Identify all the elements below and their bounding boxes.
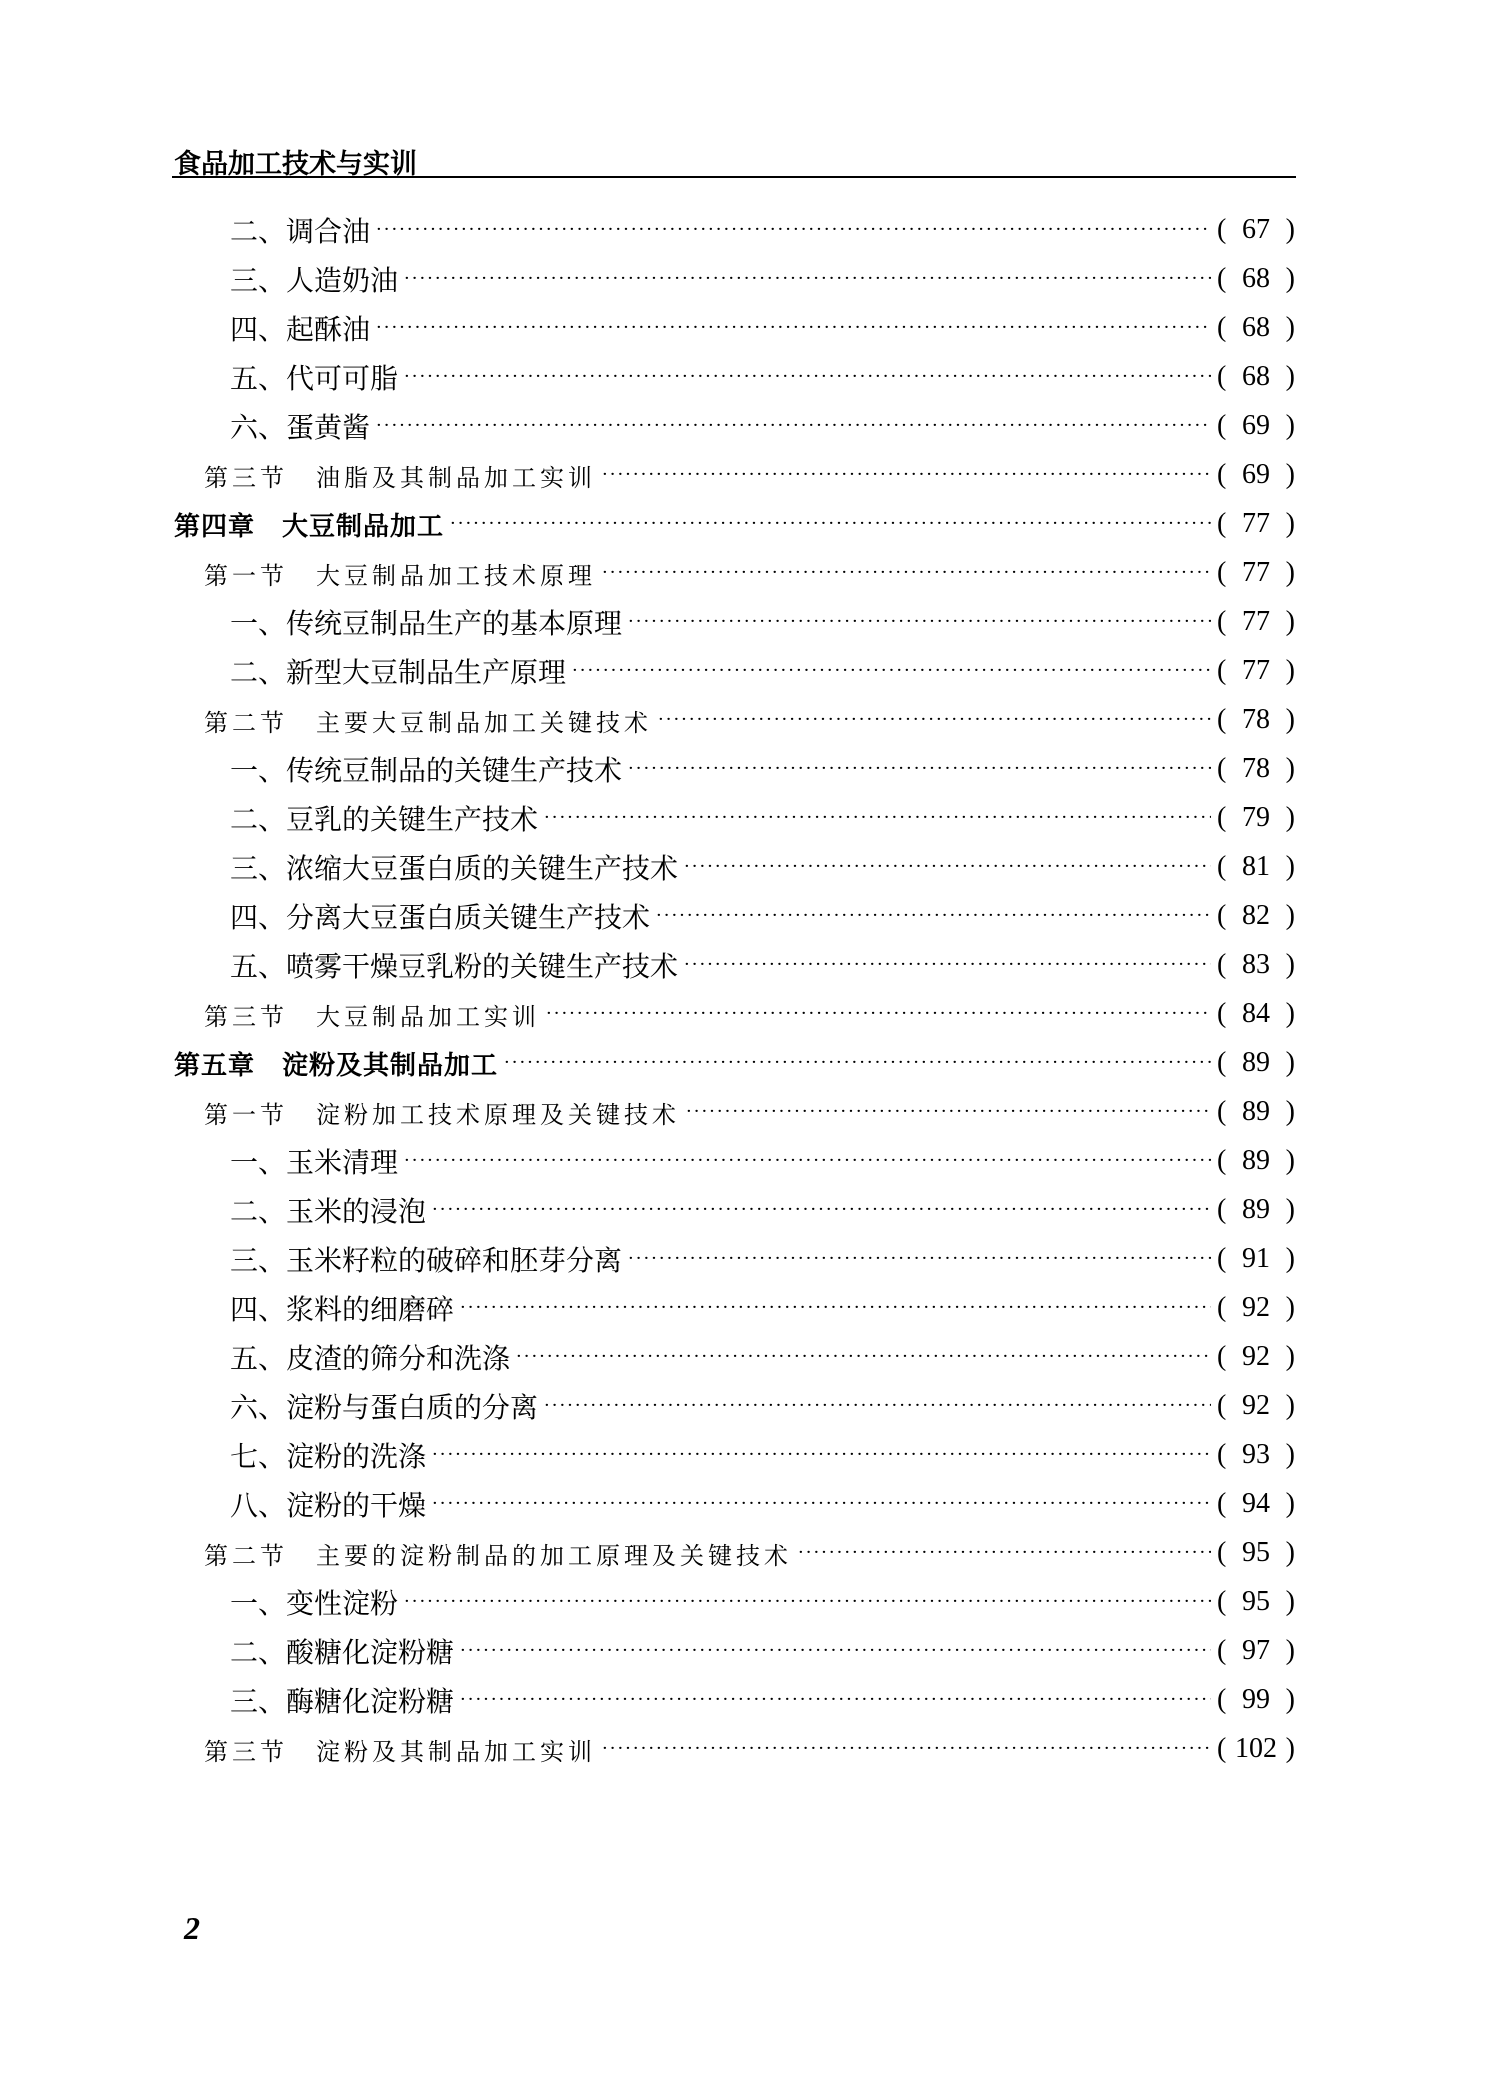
toc-entry-page: ( 89 ) <box>1217 1194 1295 1225</box>
dot-leader <box>504 1043 1211 1083</box>
toc-entry-item <box>0 798 1504 838</box>
toc-entry-label: 二、调合油 <box>230 215 371 248</box>
toc-entry-item <box>0 749 1504 789</box>
toc-entry-label: 第五章 淀粉及其制品加工 <box>174 1050 499 1081</box>
dot-leader <box>544 798 1211 838</box>
toc-entry-page: ( 81 ) <box>1217 851 1295 882</box>
toc-entry-page: ( 68 ) <box>1217 263 1295 294</box>
toc-entry-page: ( 89 ) <box>1217 1096 1295 1127</box>
toc-entry-item <box>0 1680 1504 1720</box>
toc-entry-page: ( 92 ) <box>1217 1390 1295 1421</box>
toc-entry-page-number: 91 <box>1242 1243 1270 1274</box>
toc-entry-page: ( 84 ) <box>1217 998 1295 1029</box>
toc-entry-page: ( 95 ) <box>1217 1586 1295 1617</box>
dot-leader <box>628 602 1211 642</box>
toc-entry-page: ( 78 ) <box>1217 753 1295 784</box>
toc-entry-page: ( 99 ) <box>1217 1684 1295 1715</box>
dot-leader <box>432 1190 1211 1230</box>
toc-entry-item <box>0 945 1504 985</box>
toc-entry-page-number: 77 <box>1242 655 1270 686</box>
toc-entry-item <box>0 1190 1504 1230</box>
toc-entry-page-number: 67 <box>1242 214 1270 245</box>
toc-entry-page-number: 68 <box>1242 312 1270 343</box>
dot-leader <box>628 1239 1211 1279</box>
toc-entry-page: ( 89 ) <box>1217 1047 1295 1078</box>
toc-entry-page-number: 102 <box>1235 1733 1277 1764</box>
toc-entry-page: ( 68 ) <box>1217 312 1295 343</box>
toc-entry-label: 五、代可可脂 <box>230 362 399 395</box>
toc-entry-item <box>0 1386 1504 1426</box>
toc-entry-item <box>0 406 1504 446</box>
running-header-title: 食品加工技术与实训 <box>174 149 417 180</box>
toc-entry-item <box>0 896 1504 936</box>
toc-entry-label: 一、变性淀粉 <box>230 1587 399 1620</box>
toc-entry-page-number: 89 <box>1242 1096 1270 1127</box>
toc-entry-label: 二、酸糖化淀粉糖 <box>230 1636 455 1669</box>
toc-entry-chapter <box>0 1043 1504 1083</box>
toc-entry-item <box>0 1582 1504 1622</box>
dot-leader <box>516 1337 1211 1377</box>
toc-entry-page-number: 78 <box>1242 753 1270 784</box>
dot-leader <box>460 1288 1211 1328</box>
toc-entry-page: ( 102 ) <box>1217 1733 1295 1764</box>
toc-entry-item <box>0 1337 1504 1377</box>
toc-entry-item <box>0 1631 1504 1671</box>
dot-leader <box>544 1386 1211 1426</box>
toc-entry-page: ( 77 ) <box>1217 606 1295 637</box>
dot-leader <box>376 210 1211 250</box>
toc-entry-page-number: 89 <box>1242 1145 1270 1176</box>
dot-leader <box>432 1435 1211 1475</box>
toc-entry-label: 第二节 主要大豆制品加工关键技术 <box>204 708 652 737</box>
toc-entry-label: 三、酶糖化淀粉糖 <box>230 1685 455 1718</box>
toc-entry-page-number: 78 <box>1242 704 1270 735</box>
toc-entry-page: ( 93 ) <box>1217 1439 1295 1470</box>
toc-entry-page: ( 67 ) <box>1217 214 1295 245</box>
toc-entry-label: 一、玉米清理 <box>230 1146 399 1179</box>
toc-entry-page: ( 69 ) <box>1217 410 1295 441</box>
dot-leader <box>450 504 1211 544</box>
toc-entry-page-number: 68 <box>1242 263 1270 294</box>
toc-entry-page-number: 81 <box>1242 851 1270 882</box>
toc-entry-page: ( 68 ) <box>1217 361 1295 392</box>
header-rule <box>172 176 1296 178</box>
toc-entry-label: 第三节 淀粉及其制品加工实训 <box>204 1737 596 1766</box>
toc-entry-page-number: 99 <box>1242 1684 1270 1715</box>
toc-entry-label: 第二节 主要的淀粉制品的加工原理及关键技术 <box>204 1541 792 1570</box>
toc-entry-item <box>0 1435 1504 1475</box>
toc-entry-section <box>0 1092 1504 1132</box>
dot-leader <box>602 1729 1211 1769</box>
toc-entry-label: 四、起酥油 <box>230 313 371 346</box>
toc-entry-page: ( 77 ) <box>1217 557 1295 588</box>
toc-entry-section <box>0 994 1504 1034</box>
dot-leader <box>628 749 1211 789</box>
toc-entry-label: 八、淀粉的干燥 <box>230 1489 427 1522</box>
dot-leader <box>656 896 1211 936</box>
toc-entry-page: ( 94 ) <box>1217 1488 1295 1519</box>
toc-entry-page-number: 92 <box>1242 1292 1270 1323</box>
toc-entry-page-number: 89 <box>1242 1194 1270 1225</box>
dot-leader <box>376 406 1211 446</box>
toc-entry-page-number: 94 <box>1242 1488 1270 1519</box>
toc-entry-label: 五、喷雾干燥豆乳粉的关键生产技术 <box>230 950 679 983</box>
toc-entry-page-number: 82 <box>1242 900 1270 931</box>
toc-entry-label: 四、分离大豆蛋白质关键生产技术 <box>230 901 651 934</box>
toc-entry-item <box>0 210 1504 250</box>
toc-entry-section <box>0 455 1504 495</box>
toc-entry-page: ( 92 ) <box>1217 1292 1295 1323</box>
dot-leader <box>460 1631 1211 1671</box>
toc-entry-label: 三、人造奶油 <box>230 264 399 297</box>
toc-entry-section <box>0 553 1504 593</box>
toc-entry-label: 四、浆料的细磨碎 <box>230 1293 455 1326</box>
dot-leader <box>404 1141 1211 1181</box>
toc-entry-label: 第四章 大豆制品加工 <box>174 511 445 542</box>
page-number: 2 <box>184 1910 200 1946</box>
toc-entry-label: 三、浓缩大豆蛋白质的关键生产技术 <box>230 852 679 885</box>
dot-leader <box>404 259 1211 299</box>
toc-entry-label: 二、豆乳的关键生产技术 <box>230 803 539 836</box>
dot-leader <box>602 553 1211 593</box>
toc-entry-item <box>0 1239 1504 1279</box>
toc-entry-page: ( 69 ) <box>1217 459 1295 490</box>
toc-entry-item <box>0 847 1504 887</box>
dot-leader <box>686 1092 1211 1132</box>
toc-entry-page-number: 89 <box>1242 1047 1270 1078</box>
dot-leader <box>546 994 1211 1034</box>
toc-entry-section <box>0 700 1504 740</box>
toc-entry-section <box>0 1729 1504 1769</box>
dot-leader <box>658 700 1211 740</box>
toc-entry-item <box>0 259 1504 299</box>
toc-entry-page-number: 83 <box>1242 949 1270 980</box>
toc-entry-label: 七、淀粉的洗涤 <box>230 1440 427 1473</box>
toc-entry-item <box>0 308 1504 348</box>
toc-entry-page: ( 91 ) <box>1217 1243 1295 1274</box>
toc-entry-page-number: 79 <box>1242 802 1270 833</box>
toc-entry-label: 六、蛋黄酱 <box>230 411 371 444</box>
toc-entry-page-number: 77 <box>1242 557 1270 588</box>
toc-entry-page-number: 92 <box>1242 1390 1270 1421</box>
dot-leader <box>404 1582 1211 1622</box>
toc-entry-item <box>0 651 1504 691</box>
toc-entry-label: 五、皮渣的筛分和洗涤 <box>230 1342 511 1375</box>
dot-leader <box>602 455 1211 495</box>
toc-entry-page-number: 95 <box>1242 1537 1270 1568</box>
toc-entry-page-number: 69 <box>1242 459 1270 490</box>
toc-entry-page-number: 93 <box>1242 1439 1270 1470</box>
toc-entry-page: ( 82 ) <box>1217 900 1295 931</box>
dot-leader <box>432 1484 1211 1524</box>
toc-entry-page-number: 77 <box>1242 508 1270 539</box>
toc-entry-chapter <box>0 504 1504 544</box>
toc-entry-section <box>0 1533 1504 1573</box>
toc-entry-page: ( 78 ) <box>1217 704 1295 735</box>
toc-entry-item <box>0 1484 1504 1524</box>
toc-entry-label: 第一节 淀粉加工技术原理及关键技术 <box>204 1100 680 1129</box>
toc-entry-page-number: 92 <box>1242 1341 1270 1372</box>
dot-leader <box>460 1680 1211 1720</box>
toc-entry-page: ( 77 ) <box>1217 508 1295 539</box>
toc-entry-item <box>0 602 1504 642</box>
toc-entry-page-number: 77 <box>1242 606 1270 637</box>
toc-entry-page: ( 92 ) <box>1217 1341 1295 1372</box>
toc-entry-label: 第三节 油脂及其制品加工实训 <box>204 463 596 492</box>
toc-entry-label: 一、传统豆制品的关键生产技术 <box>230 754 623 787</box>
toc-entry-item <box>0 1288 1504 1328</box>
toc-entry-label: 六、淀粉与蛋白质的分离 <box>230 1391 539 1424</box>
toc-entry-page: ( 79 ) <box>1217 802 1295 833</box>
toc-entry-page-number: 68 <box>1242 361 1270 392</box>
toc-entry-page-number: 69 <box>1242 410 1270 441</box>
dot-leader <box>376 308 1211 348</box>
dot-leader <box>404 357 1211 397</box>
toc-entry-page-number: 97 <box>1242 1635 1270 1666</box>
toc-entry-page: ( 89 ) <box>1217 1145 1295 1176</box>
toc-entry-page: ( 97 ) <box>1217 1635 1295 1666</box>
toc-entry-page-number: 84 <box>1242 998 1270 1029</box>
dot-leader <box>684 945 1211 985</box>
toc-entry-page: ( 83 ) <box>1217 949 1295 980</box>
toc-entry-page: ( 77 ) <box>1217 655 1295 686</box>
toc-entry-label: 二、新型大豆制品生产原理 <box>230 656 567 689</box>
toc-entry-label: 三、玉米籽粒的破碎和胚芽分离 <box>230 1244 623 1277</box>
dot-leader <box>798 1533 1211 1573</box>
dot-leader <box>684 847 1211 887</box>
toc-entry-label: 第一节 大豆制品加工技术原理 <box>204 561 596 590</box>
toc-entry-page: ( 95 ) <box>1217 1537 1295 1568</box>
toc-entry-label: 第三节 大豆制品加工实训 <box>204 1002 540 1031</box>
dot-leader <box>572 651 1211 691</box>
toc-entry-label: 二、玉米的浸泡 <box>230 1195 427 1228</box>
toc-entry-item <box>0 357 1504 397</box>
toc-entry-item <box>0 1141 1504 1181</box>
toc-entry-label: 一、传统豆制品生产的基本原理 <box>230 607 623 640</box>
toc-entry-page-number: 95 <box>1242 1586 1270 1617</box>
